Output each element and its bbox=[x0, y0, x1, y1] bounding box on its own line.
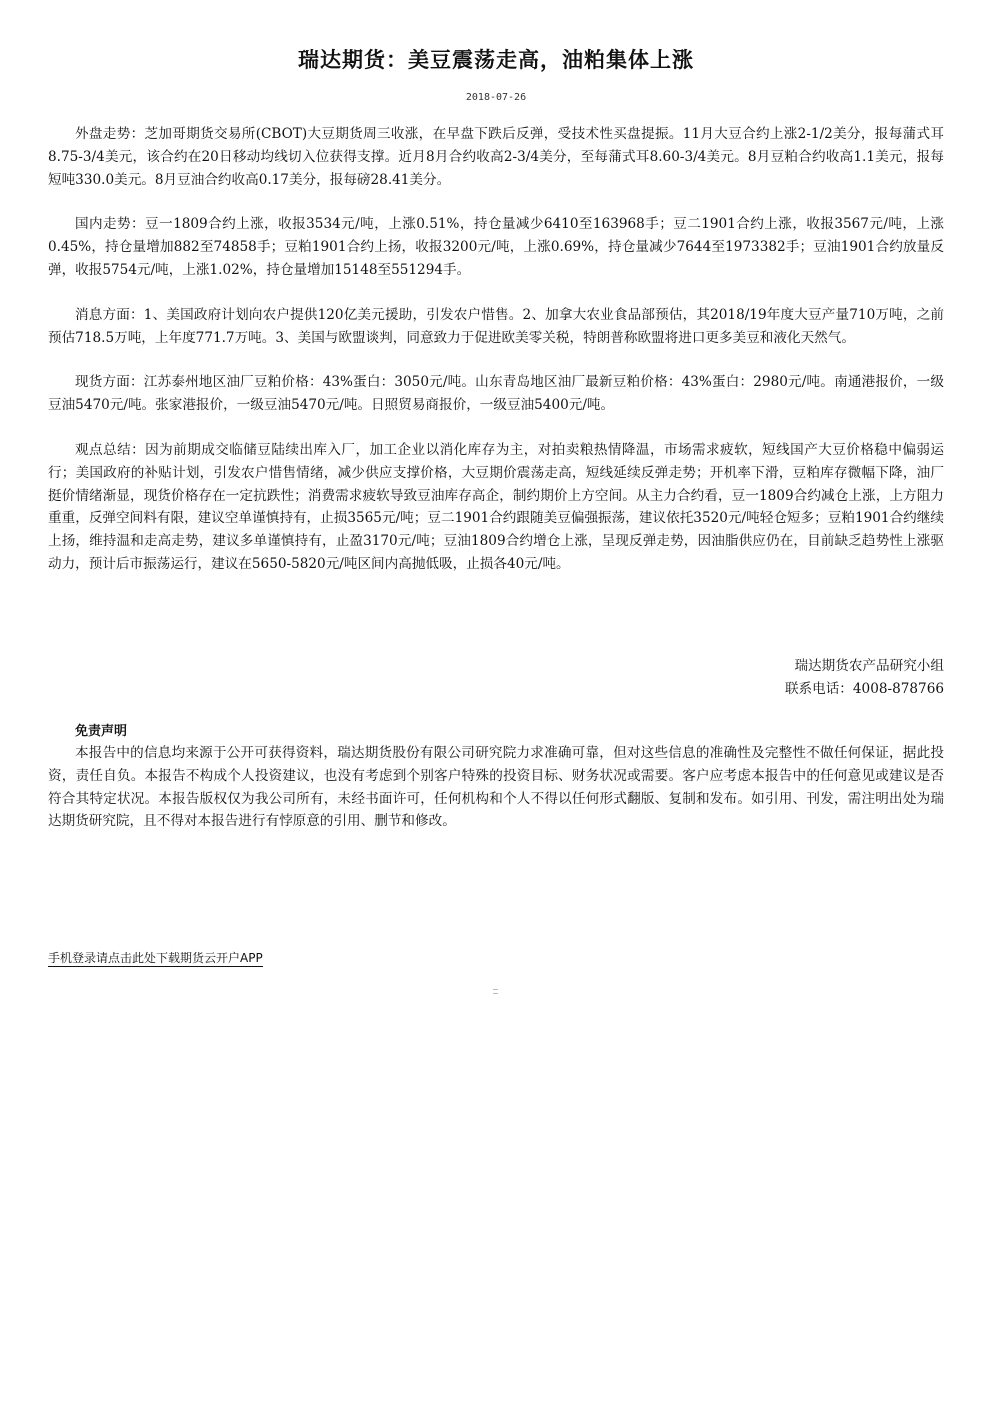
paragraph-overseas-market: 外盘走势：芝加哥期货交易所(CBOT)大豆期货周三收涨，在早盘下跌后反弹，受技术性买盘提振。11月大豆合约上涨2-1/2美分，报每蒲式耳8.75-3/4美元，该合约在20日移动均线切入位获得支撑。近月8月合约收高2-3/4美分，至每蒲式耳8.60-3/4美元。8月豆粕合约收高1.1美元，报每短吨330.0美元。8月豆油合约收高0.17美分，报每磅28.41美分。 bbox=[48, 126, 944, 188]
paragraph-news: 消息方面：1、美国政府计划向农户提供120亿美元援助，引发农户惜售。2、加拿大农业食品部预估，其2018/19年度大豆产量710万吨，之前预估718.5万吨，上年度771.7万吨。3、美国与欧盟谈判，同意致力于促进欧美零关税，特朗普称欧盟将进口更多美豆和液化天然气。 bbox=[48, 306, 944, 346]
article-body bbox=[48, 123, 944, 598]
contact-phone: 联系电话：4008-878766 bbox=[784, 680, 944, 697]
disclaimer-heading: 免责声明 bbox=[75, 724, 128, 739]
article-title: 瑞达期货：美豆震荡走高，油粕集体上涨 bbox=[298, 48, 694, 72]
download-app-link[interactable]: 手机登录请点击此处下载期货云开户APP bbox=[48, 951, 263, 965]
article-date: 2018-07-26 bbox=[465, 92, 527, 103]
page-marker-icon bbox=[493, 989, 498, 994]
paragraph-summary: 观点总结：因为前期成交临储豆陆续出库入厂，加工企业以消化库存为主，对拍卖粮热情降温，市场需求疲软，短线国产大豆价格稳中偏弱运行；美国政府的补贴计划，引发农户惜售情绪，减少供应支撑价格，大豆期价震荡走高，短线延续反弹走势；开机率下滑，豆粕库存微幅下降，油厂挺价情绪渐显，现货价格存在一定抗跌性；消费需求疲软导致豆油库存高企，制约期价上方空间。从主力合约看，豆一1809合约减仓上涨，上方阻力重重，反弹空间料有限，建议空单谨慎持有，止损3565元/吨；豆二1901合约跟随美豆偏强振荡，建议依托3520元/吨轻仓短多；豆粕1901合约继续上扬，维持温和走高走势，建议多单谨慎持有，止盈3170元/吨；豆油1809合约增仓上涨，呈现反弹走势，因油脂供应仍在，目前缺乏趋势性上涨驱动力，预计后市振荡运行，建议在5650-5820元/吨区间内高抛低吸，止损各40元/吨。 bbox=[48, 441, 944, 572]
paragraph-domestic-market: 国内走势：豆一1809合约上涨，收报3534元/吨，上涨0.51%，持仓量减少6410至163968手；豆二1901合约上涨，收报3567元/吨，上涨0.45%，持仓量增加882至74858手；豆粕1901合约上扬，收报3200元/吨，上涨0.69%，持仓量减少7644至1973382手；豆油1901合约放量反弹，收报5754元/吨，上涨1.02%，持仓量增加15148至551294手。 bbox=[48, 216, 944, 278]
signature-block bbox=[785, 655, 944, 701]
research-team-name: 瑞达期货农产品研究小组 bbox=[794, 658, 944, 674]
disclaimer-section bbox=[48, 722, 944, 833]
paragraph-spot-prices: 现货方面：江苏泰州地区油厂豆粕价格：43%蛋白：3050元/吨。山东青岛地区油厂最新豆粕价格：43%蛋白：2980元/吨。南通港报价，一级豆油5470元/吨。张家港报价，一级豆油5470元/吨。日照贸易商报价，一级豆油5400元/吨。 bbox=[48, 374, 944, 414]
disclaimer-text: 本报告中的信息均来源于公开可获得资料，瑞达期货股份有限公司研究院力求准确可靠，但对这些信息的准确性及完整性不做任何保证，据此投资，责任自负。本报告不构成个人投资建议，也没有考虑到个别客户特殊的投资目标、财务状况或需要。客户应考虑本报告中的任何意见或建议是否符合其特定状况。本报告版权仅为我公司所有，未经书面许可，任何机构和个人不得以任何形式翻版、复制和发布。如引用、刊发，需注明出处为瑞达期货研究院，且不得对本报告进行有悖原意的引用、删节和修改。 bbox=[48, 745, 944, 830]
